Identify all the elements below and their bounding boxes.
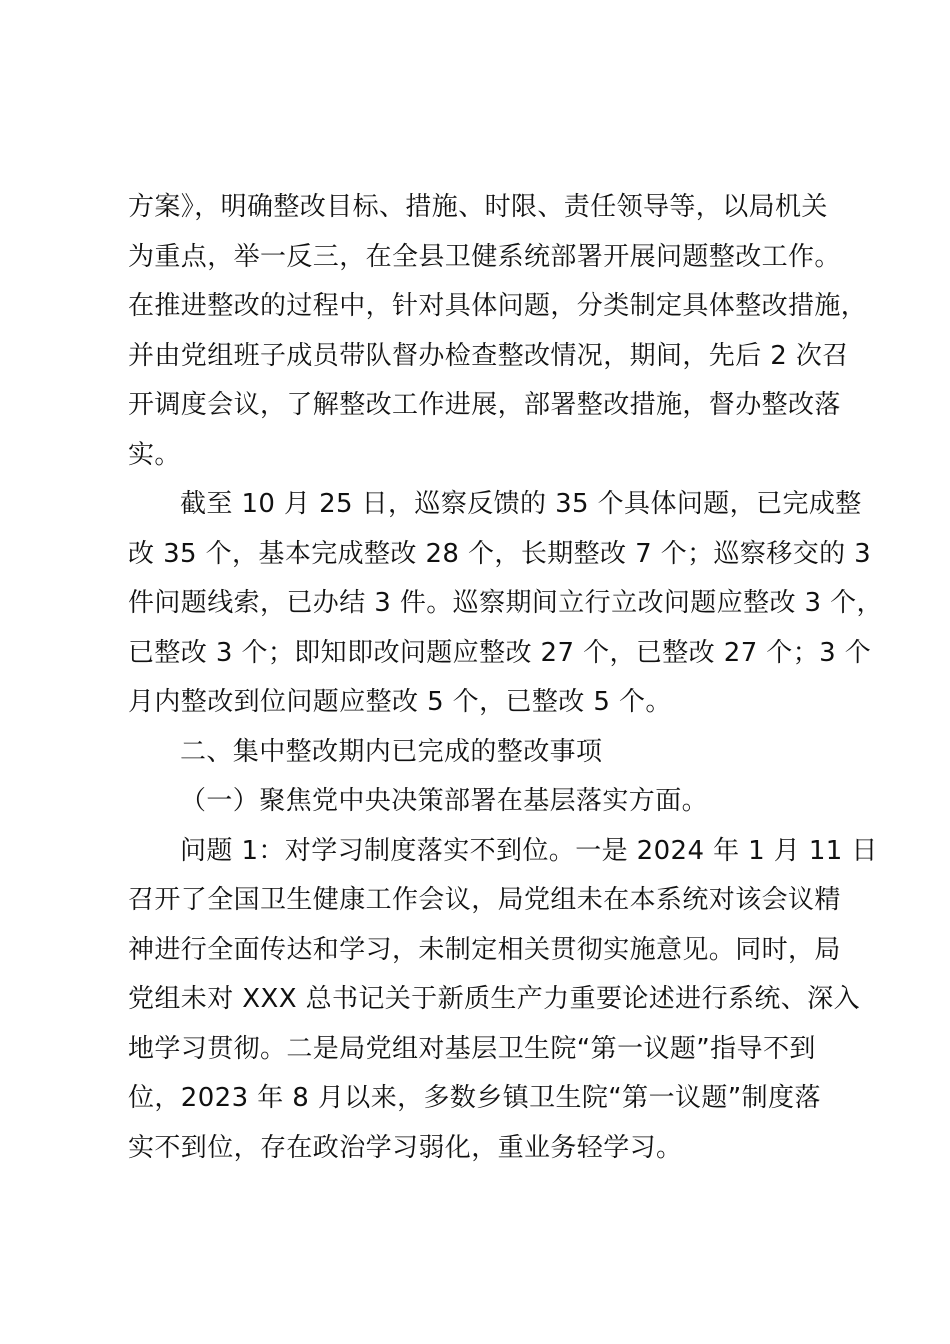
text-line: 实不到位，存在政治学习弱化，重业务轻学习。 xyxy=(128,1133,683,1163)
paragraph-start: 问题 1：对学习制度落实不到位。一是 2024 年 1 月 11 日 xyxy=(180,836,878,866)
text-line: 月内整改到位问题应整改 5 个，已整改 5 个。 xyxy=(128,687,672,717)
text-line: 召开了全国卫生健康工作会议，局党组未在本系统对该会议精 xyxy=(128,885,841,915)
text-line: 神进行全面传达和学习，未制定相关贯彻实施意见。同时，局 xyxy=(128,935,841,965)
text-line: 改 35 个，基本完成整改 28 个，长期整改 7 个；巡察移交的 3 xyxy=(128,539,872,569)
section-heading: 二、集中整改期内已完成的整改事项 xyxy=(180,737,603,767)
text-line: 实。 xyxy=(128,440,181,470)
text-line: 党组未对 XXX 总书记关于新质生产力重要论述进行系统、深入 xyxy=(128,984,860,1014)
text-line: 已整改 3 个；即知即改问题应整改 27 个，已整改 27 个；3 个 xyxy=(128,638,872,668)
text-line: 件问题线索，已办结 3 件。巡察期间立行立改问题应整改 3 个， xyxy=(128,588,883,618)
text-line: 为重点，举一反三，在全县卫健系统部署开展问题整改工作。 xyxy=(128,242,841,272)
text-line: 地学习贯彻。二是局党组对基层卫生院“第一议题”指导不到 xyxy=(128,1034,816,1064)
subsection-heading: （一）聚焦党中央决策部署在基层落实方面。 xyxy=(180,786,709,816)
paragraph-start: 截至 10 月 25 日，巡察反馈的 35 个具体问题，已完成整 xyxy=(180,489,862,519)
text-line: 并由党组班子成员带队督办检查整改情况，期间，先后 2 次召 xyxy=(128,341,849,371)
text-line: 位，2023 年 8 月以来，多数乡镇卫生院“第一议题”制度落 xyxy=(128,1083,821,1113)
text-line: 开调度会议，了解整改工作进展，部署整改措施，督办整改落 xyxy=(128,390,841,420)
text-line: 在推进整改的过程中，针对具体问题，分类制定具体整改措施， xyxy=(128,291,868,321)
text-line: 方案》，明确整改目标、措施、时限、责任领导等，以局机关 xyxy=(128,192,828,222)
